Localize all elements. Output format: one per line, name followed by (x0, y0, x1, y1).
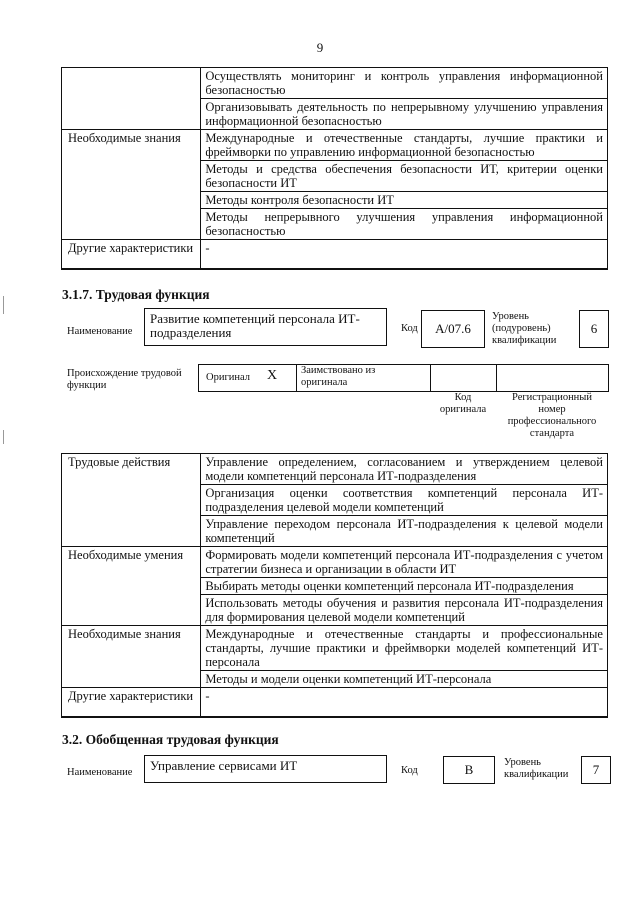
name-label: Наименование (67, 326, 133, 337)
table-cell: Осуществлять мониторинг и контроль управления информационной безопасностью (201, 68, 608, 99)
table-cell: Методы и модели оценки компетенций ИТ-персонала (201, 671, 608, 688)
origin-label: Происхождение трудовой функции (67, 368, 182, 391)
code-box: А/07.6 (421, 310, 485, 348)
divider (496, 364, 497, 391)
divider (296, 364, 297, 391)
original-label: Оригинал (206, 372, 250, 383)
table-row-label: Трудовые действия (62, 454, 201, 547)
competency-table-top (61, 67, 608, 270)
table-row-label: Другие характеристики (62, 688, 201, 718)
table-cell: Организация оценки соответствия компетенций персонала ИТ-подразделения целевой модели компетенций (201, 485, 608, 516)
function-name-box: Развитие компетенций персонала ИТ-подразделения (144, 308, 387, 346)
level-box: 6 (579, 310, 609, 348)
code-box: В (443, 756, 495, 784)
table-row-label (62, 68, 201, 130)
competency-table-317 (61, 453, 608, 718)
code-original-label: Код оригинала (439, 392, 487, 415)
code-label: Код (401, 323, 418, 334)
table-cell: - (201, 240, 608, 270)
margin-mark (3, 296, 4, 314)
table-cell: Управление определением, согласованием и утверждением целевой модели компетенций персонала ИТ-подразделения (201, 454, 608, 485)
table-cell: Использовать методы обучения и развития персонала ИТ-подразделения для формирования целевой модели компетенций (201, 595, 608, 626)
section-heading: 3.2. Обобщенная трудовая функция (62, 732, 279, 747)
original-mark: X (267, 368, 278, 383)
level-label: Уровень квалификации (504, 757, 569, 780)
table-cell: Организовывать деятельность по непрерывному улучшению управления информационной безопасностью (201, 99, 608, 130)
table-cell: Методы контроля безопасности ИТ (201, 192, 608, 209)
table-cell: Управление переходом персонала ИТ-подразделения к целевой модели компетенций (201, 516, 608, 547)
table-row-label: Необходимые умения (62, 547, 201, 626)
code-label: Код (401, 765, 418, 776)
table-row-label: Другие характеристики (62, 240, 201, 270)
table-cell: Международные и отечественные стандарты и профессиональные стандарты, лучшие практики и фреймворки моделей компетенций ИТ-персонала (201, 626, 608, 671)
table-cell: Формировать модели компетенций персонала ИТ-подразделения с учетом стратегии бизнеса и организации в области ИТ (201, 547, 608, 578)
page-number: 9 (316, 40, 324, 55)
function-name-box: Управление сервисами ИТ (144, 755, 387, 783)
margin-mark (3, 430, 4, 444)
table-row-label: Необходимые знания (62, 130, 201, 240)
table-cell: Международные и отечественные стандарты, лучшие практики и фреймворки по управлению информационной безопасностью (201, 130, 608, 161)
table-cell: Методы и средства обеспечения безопасности ИТ, критерии оценки безопасности ИТ (201, 161, 608, 192)
name-label: Наименование (67, 767, 133, 778)
table-row-label: Необходимые знания (62, 626, 201, 688)
level-label: Уровень (подуровень) квалификации (492, 311, 557, 346)
reg-number-label: Регистрационный номер профессионального стандарта (507, 392, 597, 439)
section-heading: 3.1.7. Трудовая функция (62, 287, 210, 302)
borrowed-label: Заимствовано из оригинала (301, 365, 376, 388)
table-cell: - (201, 688, 608, 718)
table-cell: Выбирать методы оценки компетенций персонала ИТ-подразделения (201, 578, 608, 595)
level-box: 7 (581, 756, 611, 784)
divider (430, 364, 431, 391)
table-cell: Методы непрерывного улучшения управления информационной безопасностью (201, 209, 608, 240)
